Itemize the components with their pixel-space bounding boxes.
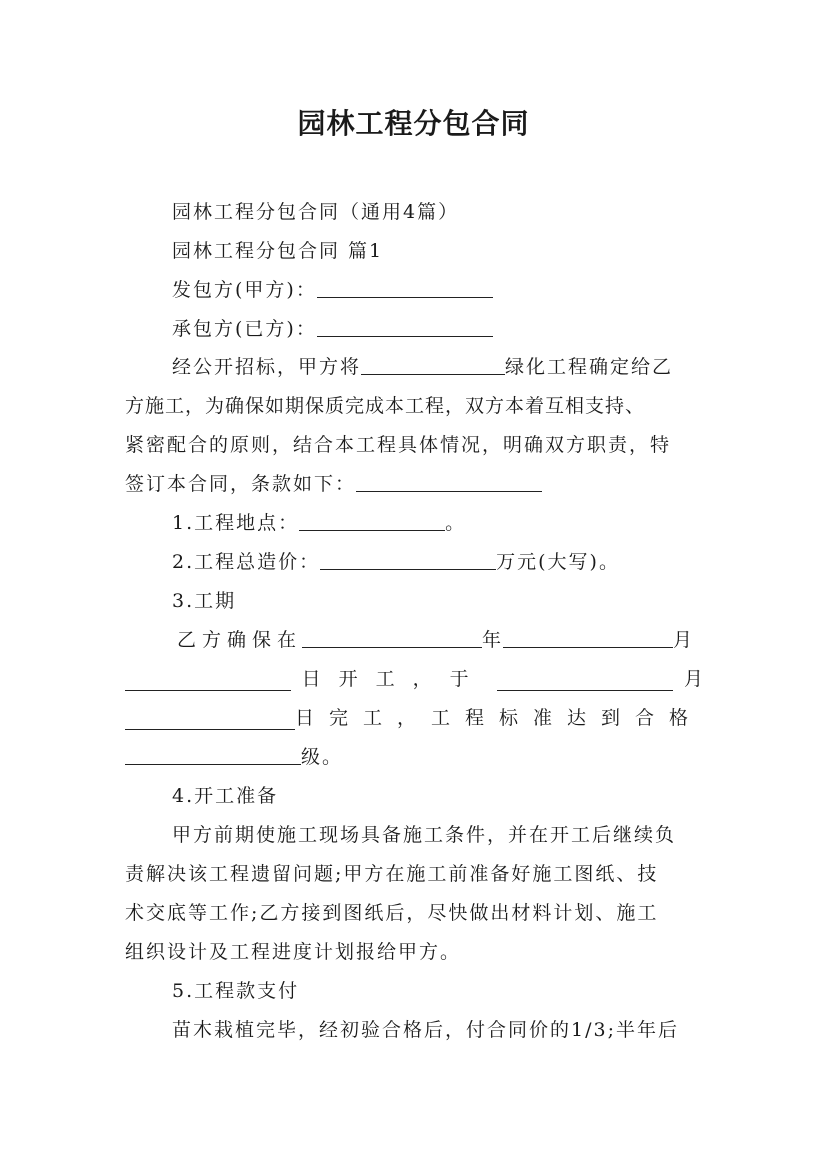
party-b-line <box>172 317 493 341</box>
period-line-3 <box>125 706 703 730</box>
party-a-line <box>172 278 493 302</box>
clause-1 <box>172 511 466 535</box>
clause-5-heading: 5.工程款支付 <box>172 980 300 1002</box>
intro-line-1 <box>172 355 673 379</box>
intro-text-b: 绿化工程确定给乙 <box>505 356 674 378</box>
clause-4-heading: 4.开工准备 <box>172 785 279 807</box>
intro-text-4: 签订本合同，条款如下： <box>125 473 357 495</box>
start-month-blank <box>503 629 673 648</box>
location-blank <box>299 512 445 531</box>
part-heading: 园林工程分包合同 篇1 <box>172 240 384 262</box>
intro-line-4 <box>125 472 542 496</box>
end-month-blank <box>497 672 673 691</box>
total-price-blank <box>320 551 496 570</box>
terms-blank <box>356 473 542 492</box>
period-line-4 <box>125 745 343 769</box>
intro-line-2: 方施工，为确保如期保质完成本工程，双方本着互相支持、 <box>125 395 646 417</box>
start-day-blank <box>125 672 291 691</box>
clause-2-suffix: 万元(大写)。 <box>496 551 620 573</box>
year-word: 年 <box>482 629 504 651</box>
party-b-label: 承包方(已方)： <box>172 318 317 340</box>
clause-4-line-2: 责解决该工程遗留问题;甲方在施工前准备好施工图纸、技 <box>125 863 659 885</box>
end-day-text: 日完工，工程标准达到合格 <box>294 707 703 729</box>
quality-level-blank <box>125 746 301 765</box>
document-subtitle: 园林工程分包合同（通用4篇） <box>172 201 460 223</box>
party-a-blank <box>317 279 493 298</box>
clause-1-label: 1.工程地点： <box>172 512 300 534</box>
clause-5-line-1: 苗木栽植完毕，经初验合格后，付合同价的1/3;半年后 <box>172 1019 679 1041</box>
clause-4-line-3: 术交底等工作;乙方接到图纸后，尽快做出材料计划、施工 <box>125 902 659 924</box>
clause-4-line-4: 组织设计及工程进度计划报给甲方。 <box>125 941 462 963</box>
month-word: 月 <box>673 629 695 651</box>
clause-3-heading: 3.工期 <box>172 590 237 612</box>
party-a-label: 发包方(甲方)： <box>172 279 317 301</box>
clause-2-label: 2.工程总造价： <box>172 551 321 573</box>
period-line-1 <box>177 628 694 652</box>
start-day-text: 日开工，于 <box>301 668 487 690</box>
start-year-blank <box>302 629 482 648</box>
end-day-blank <box>125 711 295 730</box>
clause-4-line-1: 甲方前期使施工现场具备施工条件，并在开工后继续负 <box>172 824 677 846</box>
period-prefix: 乙方确保在 <box>177 629 303 651</box>
period-line-2 <box>125 667 703 691</box>
end-month-word: 月 <box>683 668 703 690</box>
party-b-blank <box>317 318 493 337</box>
clause-1-suffix: 。 <box>445 512 467 534</box>
project-name-blank <box>361 356 505 375</box>
clause-2 <box>172 550 620 574</box>
level-word: 级。 <box>301 746 344 768</box>
intro-line-3: 紧密配合的原则，结合本工程具体情况，明确双方职责，特 <box>125 434 672 456</box>
intro-text-a: 经公开招标，甲方将 <box>172 356 362 378</box>
document-title: 园林工程分包合同 <box>297 107 530 140</box>
